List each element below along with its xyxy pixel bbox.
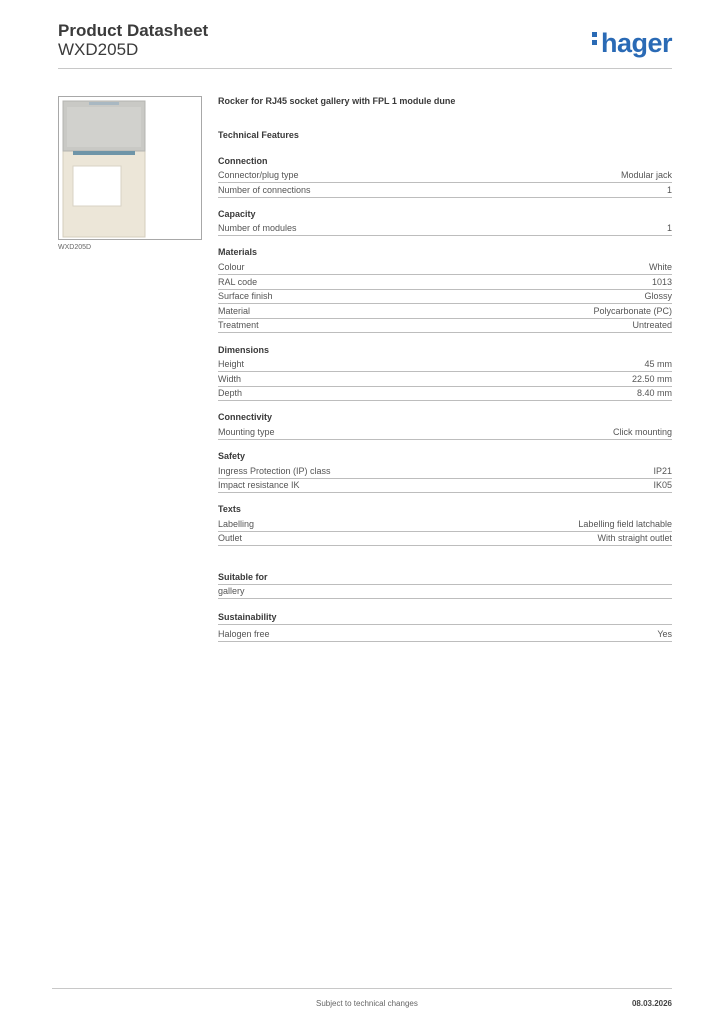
product-image	[59, 97, 201, 239]
spec-row	[218, 260, 672, 274]
header-divider	[58, 68, 672, 69]
spec-label: Colour	[218, 262, 245, 272]
spec-value: Yes	[657, 629, 672, 639]
section-title-materials: Materials	[218, 247, 258, 257]
section-title-text: Sustainability	[218, 612, 277, 622]
product-image-caption: WXD205D	[58, 244, 92, 251]
logo-dots-icon	[592, 29, 598, 48]
spec-row	[218, 517, 672, 531]
spec-value: 1013	[651, 277, 672, 287]
section-title-texts: Texts	[218, 504, 241, 514]
section-title-capacity: Capacity	[218, 209, 256, 219]
section-title-sustainability	[218, 612, 672, 624]
spec-value: IP21	[653, 466, 672, 476]
spec-value: White	[648, 262, 672, 272]
spec-label: Ingress Protection (IP) class	[218, 466, 331, 476]
spec-row	[218, 386, 672, 400]
spec-label: Connector/plug type	[218, 170, 299, 180]
technical-features-title: Technical Features	[218, 130, 299, 140]
spec-row	[218, 357, 672, 371]
spec-label: Width	[218, 374, 242, 384]
spec-value: Untreated	[632, 320, 672, 330]
footer-date: 08.03.2026	[631, 999, 672, 1008]
spec-value: Polycarbonate (PC)	[593, 306, 672, 316]
spec-row	[218, 627, 672, 641]
spec-row	[218, 425, 672, 439]
spec-label: gallery	[218, 586, 245, 596]
spec-value: Glossy	[644, 291, 672, 301]
product-description: Rocker for RJ45 socket gallery with FPL 1 module dune	[218, 96, 456, 106]
spec-label: Outlet	[218, 533, 243, 543]
footer-divider	[52, 988, 672, 989]
spec-label: Treatment	[218, 320, 259, 330]
spec-value: 1	[666, 185, 672, 195]
spec-label: Surface finish	[218, 291, 273, 301]
spec-row	[218, 275, 672, 289]
spec-value: Modular jack	[620, 170, 672, 180]
hager-logo	[592, 28, 672, 59]
spec-value: With straight outlet	[597, 533, 672, 543]
product-image-frame	[58, 96, 202, 240]
spec-row	[218, 221, 672, 235]
spec-label: Number of connections	[218, 185, 311, 195]
spec-label: RAL code	[218, 277, 258, 287]
spec-row	[218, 318, 672, 332]
section-title-safety: Safety	[218, 451, 246, 461]
section-title-dimensions: Dimensions	[218, 345, 270, 355]
spec-label: Material	[218, 306, 251, 316]
spec-value: 45 mm	[644, 359, 672, 369]
spec-row	[218, 464, 672, 478]
spec-row	[218, 372, 672, 386]
spec-value: Labelling field latchable	[578, 519, 672, 529]
spec-label: Height	[218, 359, 245, 369]
spec-row	[218, 531, 672, 545]
footer-note: Subject to technical changes	[316, 999, 418, 1008]
section-title-connectivity: Connectivity	[218, 412, 273, 422]
section-title-text: Suitable for	[218, 572, 268, 582]
spec-value: 1	[666, 223, 672, 233]
spec-row	[218, 289, 672, 303]
page-title: Product Datasheet	[58, 21, 209, 40]
logo-text: hager	[601, 28, 673, 58]
spec-label: Halogen free	[218, 629, 270, 639]
spec-row	[218, 478, 672, 492]
spec-value: 22.50 mm	[631, 374, 672, 384]
spec-value: Click mounting	[612, 427, 672, 437]
spec-row	[218, 183, 672, 197]
spec-row	[218, 584, 672, 598]
section-title-connection: Connection	[218, 156, 268, 166]
spec-value: 8.40 mm	[636, 388, 672, 398]
spec-row	[218, 304, 672, 318]
spec-label: Labelling	[218, 519, 255, 529]
spec-label: Number of modules	[218, 223, 297, 233]
spec-value: IK05	[653, 480, 672, 490]
section-title-suitable-for	[218, 572, 672, 584]
spec-label: Mounting type	[218, 427, 275, 437]
spec-row	[218, 168, 672, 182]
spec-label: Depth	[218, 388, 243, 398]
product-code: WXD205D	[58, 40, 139, 59]
spec-label: Impact resistance IK	[218, 480, 300, 490]
